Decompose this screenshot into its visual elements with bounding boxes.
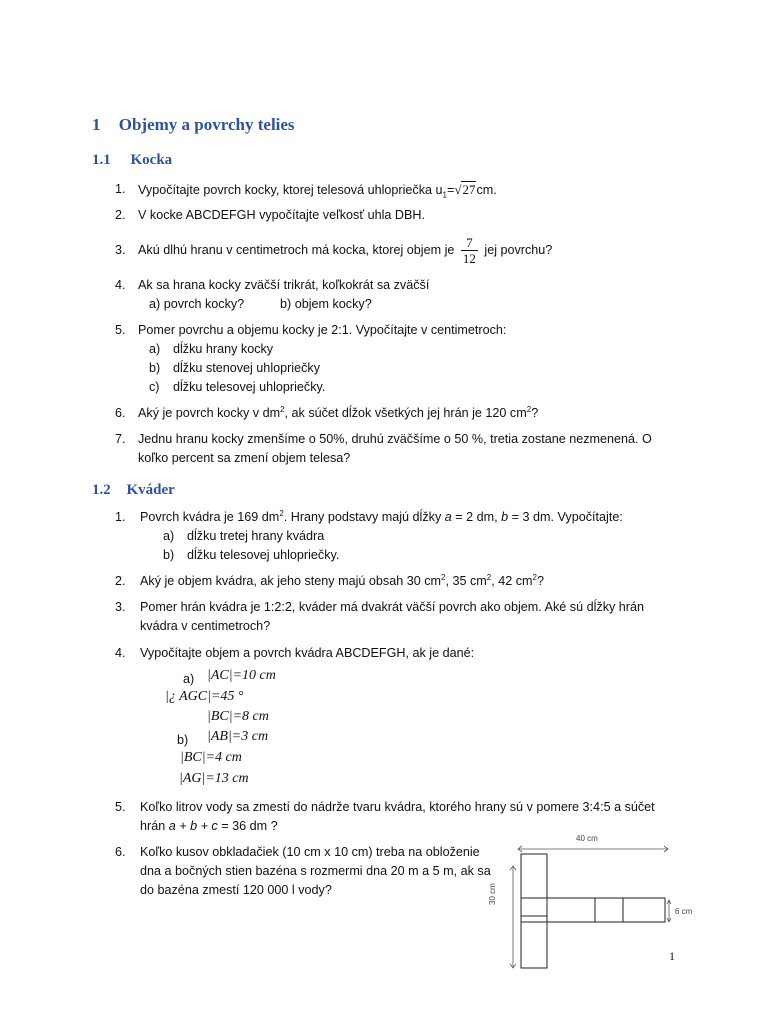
question-text-part: = 3 dm. Vypočítajte: (508, 510, 623, 524)
net-horizontal-strip (521, 898, 665, 922)
equation: |BC|=8 cm (207, 709, 269, 724)
question-number: 1. (115, 510, 126, 524)
equation: |¿ AGC|=45 ° (165, 689, 244, 704)
question-number: 2. (115, 574, 126, 588)
question-number: 2. (115, 208, 126, 222)
equation: |AB|=3 cm (207, 729, 269, 744)
equals-sign: = (446, 183, 455, 197)
question-text-line1: Koľko litrov vody sa zmestí do nádrže tvaru kvádra, ktorého hrany sú v pomere 3:4:5 a súčet (140, 800, 655, 814)
option-a: a) povrch kocky? (149, 297, 245, 311)
question-text-part: Aký je objem kvádra, ak jeho steny majú obsah 30 cm (140, 574, 442, 588)
question-text-part: jej povrchu? (484, 243, 553, 257)
superscript: 2 (532, 572, 537, 582)
subsection-heading-kvader (92, 482, 175, 499)
question-text-line2: dna a bočných stien bazéna s rozmermi dna 20 m a 5 m, ak sa (140, 864, 491, 878)
option-text: dĺžku telesovej uhlopriečky. (173, 380, 326, 394)
question-number: 4. (115, 646, 126, 660)
question-text: Ak sa hrana kocky zväčší trikrát, koľkokrát sa zväčší (138, 278, 430, 292)
question-number: 3. (115, 600, 126, 614)
variable-a: a (444, 510, 452, 524)
option-label: a) (149, 342, 161, 356)
question-text-part: Aký je povrch kocky v dm (138, 406, 281, 420)
question-text-part: = 2 dm, (451, 510, 502, 524)
question-text-part: Povrch kvádra je 169 dm (140, 510, 280, 524)
subsection-number: 1.2 (92, 482, 111, 498)
numerator: 7 (461, 235, 478, 251)
denominator: 12 (462, 251, 476, 267)
equation: |AG|=13 cm (179, 771, 249, 786)
question-text-main: Vypočítajte povrch kocky, ktorej telesová uhlopriečka u (138, 183, 443, 197)
question-text-line2 (140, 817, 278, 836)
question-text-line2: koľko percent sa zmení objem telesa? (138, 451, 351, 465)
question-text-line3: do bazéna zmestí 120 000 l vody? (140, 883, 332, 897)
question-text-part: , ak súčet dĺžok všetkých jej hrán je 120 cm (284, 406, 527, 420)
question-number: 5. (115, 323, 126, 337)
superscript: 2 (486, 572, 492, 582)
question-text (140, 572, 544, 591)
page-number: 1 (669, 949, 675, 963)
equation: |AC|=10 cm (207, 668, 276, 683)
question-text-part: , 42 cm (491, 574, 533, 588)
option-label: b) (163, 548, 175, 562)
subsection-title: Kváder (126, 482, 175, 498)
question-text-part: , 35 cm (445, 574, 487, 588)
section-number: 1 (92, 115, 101, 134)
unit: cm. (476, 183, 497, 197)
width-label: 40 cm (576, 834, 598, 843)
height-label: 30 cm (488, 883, 497, 905)
subsection-title: Kocka (130, 152, 173, 168)
question-number: 6. (115, 845, 126, 859)
superscript: 2 (441, 572, 446, 582)
question-text-part: = 36 dm ? (217, 819, 278, 833)
subsection-number: 1.1 (92, 152, 111, 168)
question-text-part: Akú dlhú hranu v centimetroch má kocka, ktorej objem je (138, 243, 455, 257)
question-text-part: ? (531, 406, 539, 420)
section-title: Objemy a povrchy telies (118, 115, 295, 134)
question-number: 5. (115, 800, 126, 814)
question-text (138, 180, 497, 205)
option-b: b) objem kocky? (280, 297, 372, 311)
option-text: dĺžku tretej hrany kvádra (187, 529, 325, 543)
question-text-line2: kvádra v centimetroch? (140, 619, 271, 633)
question-number: 7. (115, 432, 126, 446)
fraction (461, 235, 478, 266)
question-number: 3. (115, 243, 126, 257)
option-label: c) (149, 380, 160, 394)
option-label: a) (163, 529, 175, 543)
option-label-b: b) (177, 733, 189, 747)
equation: |BC|=4 cm (180, 750, 242, 765)
radicand: 27 (462, 182, 476, 197)
option-label: b) (149, 361, 161, 375)
expression: a + b + c (168, 819, 218, 833)
box-net-figure (490, 832, 730, 982)
question-text-part: hrán (140, 819, 169, 833)
question-text (138, 404, 538, 423)
subscript: 1 (442, 190, 447, 200)
question-number: 6. (115, 406, 126, 420)
question-text (138, 232, 552, 268)
question-text (140, 508, 623, 527)
superscript: 2 (279, 508, 284, 518)
question-text-line1: Pomer hrán kvádra je 1:2:2, kváder má dvakrát väčší povrch ako objem. Aké sú dĺžky hrán (140, 600, 644, 614)
option-label-a: a) (183, 672, 195, 686)
question-text-part: ? (536, 574, 544, 588)
option-text: dĺžku telesovej uhlopriečky. (187, 548, 340, 562)
question-number: 1. (115, 182, 126, 196)
subsection-heading-kocka (92, 152, 172, 169)
square-root: √27 (454, 182, 476, 197)
superscript: 2 (280, 404, 285, 414)
question-text-part: . Hrany podstavy majú dĺžky (283, 510, 445, 524)
superscript: 2 (526, 404, 532, 414)
variable-b: b (501, 510, 509, 524)
question-text-line1: Koľko kusov obkladačiek (10 cm x 10 cm) treba na obloženie (140, 845, 480, 859)
section-heading (92, 115, 295, 135)
option-text: dĺžku stenovej uhlopriečky (173, 361, 321, 375)
question-text-line1: Jednu hranu kocky zmenšíme o 50%, druhú zväčšíme o 50 %, tretia zostane nezmenená. O (138, 432, 652, 446)
question-text: V kocke ABCDEFGH vypočítajte veľkosť uhla DBH. (138, 208, 425, 222)
question-text: Vypočítajte objem a povrch kvádra ABCDEFGH, ak je dané: (140, 646, 475, 660)
question-number: 4. (115, 278, 126, 292)
option-text: dĺžku hrany kocky (173, 342, 274, 356)
depth-label: 6 cm (675, 907, 693, 916)
question-text: Pomer povrchu a objemu kocky je 2:1. Vypočítajte v centimetroch: (138, 323, 507, 337)
